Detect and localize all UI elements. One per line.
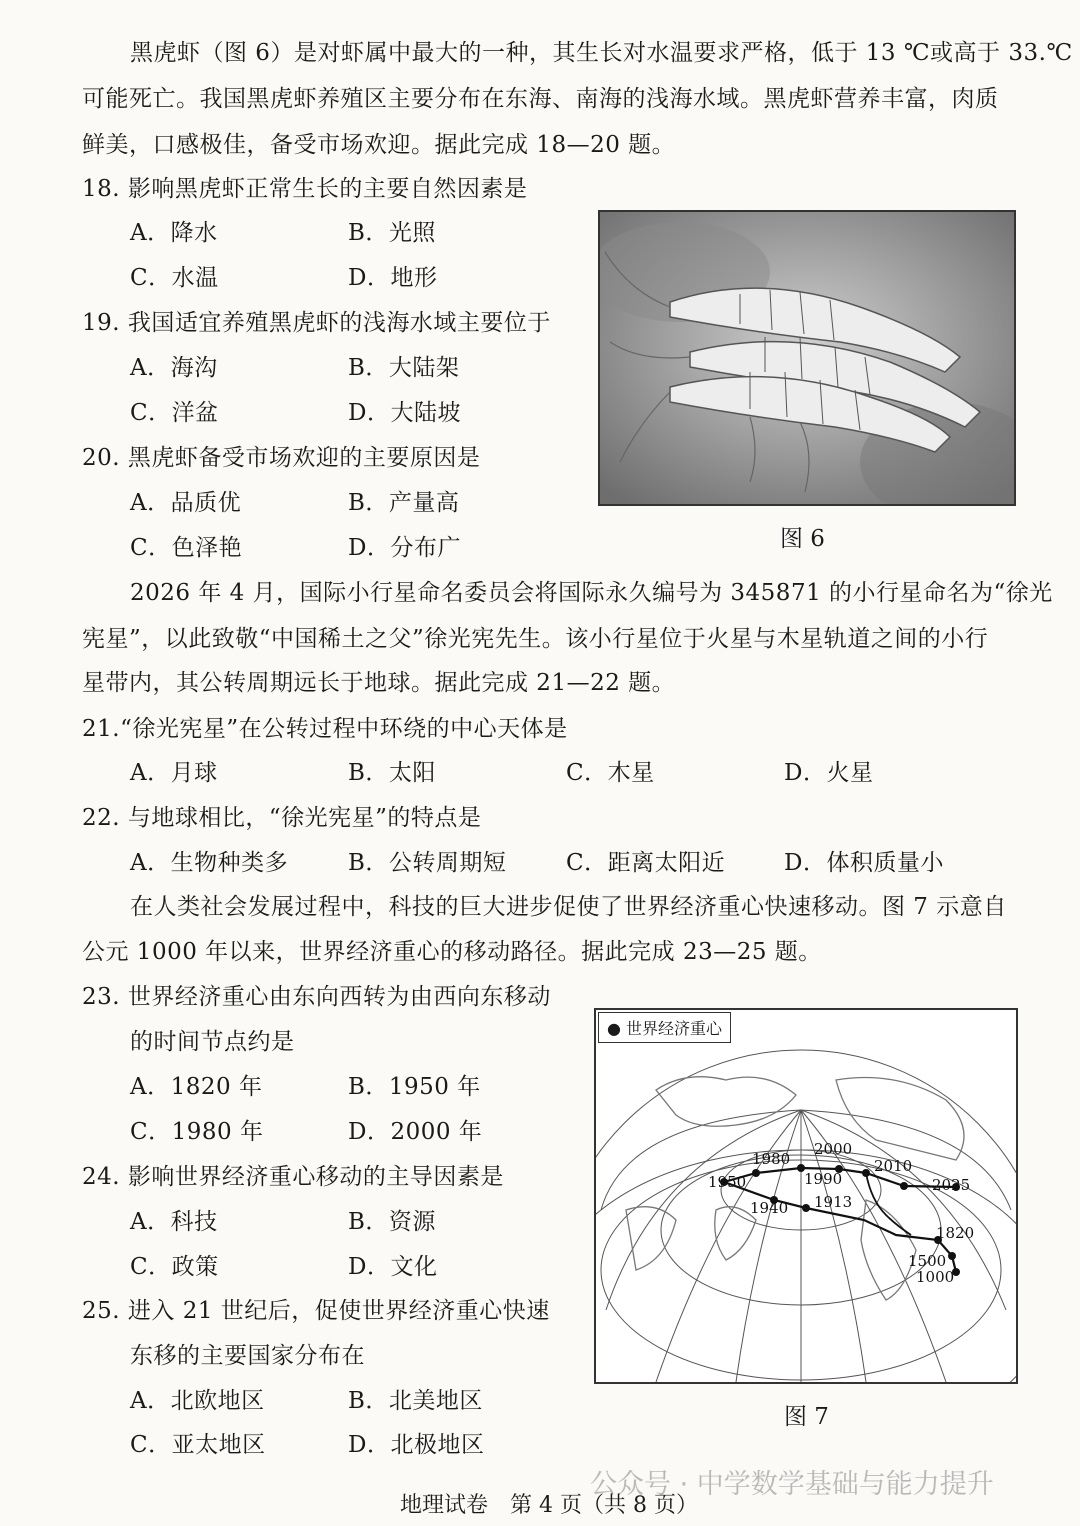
intro-line: 2026 年 4 月，国际小行星命名委员会将国际永久编号为 345871 的小行星命名为“徐光 bbox=[130, 580, 1053, 606]
map-legend: ● 世界经济重心 bbox=[598, 1012, 731, 1043]
year-label: 1940 bbox=[750, 1199, 789, 1217]
question-stem: 20. 黑虎虾备受市场欢迎的主要原因是 bbox=[82, 445, 481, 471]
watermark: 公众号 · 中学数学基础与能力提升 bbox=[590, 1469, 994, 1500]
option: A．月球 bbox=[130, 760, 218, 786]
fig6-caption: 图 6 bbox=[780, 526, 825, 552]
option: C．木星 bbox=[566, 760, 655, 786]
option: B．1950 年 bbox=[348, 1074, 481, 1100]
option: D．地形 bbox=[348, 265, 438, 291]
shrimp-photo bbox=[598, 210, 1016, 506]
economic-center-map bbox=[594, 1008, 1018, 1384]
legend-label: 世界经济重心 bbox=[626, 1019, 723, 1038]
shrimp-illustration bbox=[600, 212, 1014, 504]
question-stem: 19. 我国适宜养殖黑虎虾的浅海水域主要位于 bbox=[82, 310, 551, 336]
option: A．科技 bbox=[130, 1209, 218, 1235]
option: C．距离太阳近 bbox=[566, 850, 726, 876]
option: B．光照 bbox=[348, 220, 436, 246]
option: C．亚太地区 bbox=[130, 1432, 266, 1458]
option: C．洋盆 bbox=[130, 400, 219, 426]
question-stem: 21.“徐光宪星”在公转过程中环绕的中心天体是 bbox=[82, 716, 568, 742]
option: A．生物种类多 bbox=[130, 850, 289, 876]
option: A．降水 bbox=[130, 220, 218, 246]
year-label: 1820 bbox=[936, 1224, 975, 1242]
option: B．产量高 bbox=[348, 490, 460, 516]
option: D．北极地区 bbox=[348, 1432, 485, 1458]
question-stem: 24. 影响世界经济重心移动的主导因素是 bbox=[82, 1164, 504, 1190]
option: D．火星 bbox=[784, 760, 874, 786]
intro-line: 黑虎虾（图 6）是对虾属中最大的一种，其生长对水温要求严格，低于 13 ℃或高于 33.℃ bbox=[130, 40, 1073, 66]
option: A．1820 年 bbox=[130, 1074, 263, 1100]
year-label: 2000 bbox=[814, 1140, 853, 1158]
year-label: 2025 bbox=[932, 1176, 971, 1194]
question-stem: 东移的主要国家分布在 bbox=[130, 1343, 365, 1369]
option: D．文化 bbox=[348, 1254, 438, 1280]
option: C．政策 bbox=[130, 1254, 219, 1280]
option: C．色泽艳 bbox=[130, 535, 243, 561]
year-label: 1913 bbox=[814, 1193, 853, 1211]
option: D．体积质量小 bbox=[784, 850, 944, 876]
year-label: 1500 bbox=[908, 1252, 947, 1270]
question-stem: 25. 进入 21 世纪后，促使世界经济重心快速 bbox=[82, 1298, 550, 1324]
intro-line: 宪星”，以此致敬“中国稀土之父”徐光宪先生。该小行星位于火星与木星轨道之间的小行 bbox=[82, 626, 989, 652]
year-label: 1980 bbox=[752, 1150, 791, 1168]
year-label: 1000 bbox=[916, 1268, 955, 1286]
intro-line: 鲜美，口感极佳，备受市场欢迎。据此完成 18—20 题。 bbox=[82, 132, 676, 158]
intro-line: 星带内，其公转周期远长于地球。据此完成 21—22 题。 bbox=[82, 670, 676, 696]
option: B．北美地区 bbox=[348, 1388, 483, 1414]
question-stem: 22. 与地球相比，“徐光宪星”的特点是 bbox=[82, 805, 482, 831]
question-stem: 23. 世界经济重心由东向西转为由西向东移动 bbox=[82, 984, 551, 1010]
intro-line: 在人类社会发展过程中，科技的巨大进步促使了世界经济重心快速移动。图 7 示意自 bbox=[130, 894, 1007, 920]
option: B．资源 bbox=[348, 1209, 436, 1235]
option: B．公转周期短 bbox=[348, 850, 507, 876]
option: B．太阳 bbox=[348, 760, 436, 786]
option: D．大陆坡 bbox=[348, 400, 461, 426]
question-stem: 的时间节点约是 bbox=[130, 1029, 295, 1055]
page-footer: 地理试卷 第 4 页（共 8 页） bbox=[400, 1493, 698, 1518]
globe-illustration bbox=[596, 1010, 1016, 1382]
option: D．分布广 bbox=[348, 535, 461, 561]
option: A．品质优 bbox=[130, 490, 242, 516]
question-stem: 18. 影响黑虎虾正常生长的主要自然因素是 bbox=[82, 176, 528, 202]
year-label: 1990 bbox=[804, 1170, 843, 1188]
option: A．海沟 bbox=[130, 355, 218, 381]
intro-line: 公元 1000 年以来，世界经济重心的移动路径。据此完成 23—25 题。 bbox=[82, 939, 822, 965]
fig7-caption: 图 7 bbox=[784, 1404, 829, 1430]
option: C．1980 年 bbox=[130, 1119, 264, 1145]
intro-line: 可能死亡。我国黑虎虾养殖区主要分布在东海、南海的浅海水域。黑虎虾营养丰富，肉质 bbox=[82, 86, 999, 112]
option: A．北欧地区 bbox=[130, 1388, 265, 1414]
year-label: 2010 bbox=[874, 1157, 913, 1175]
year-label: 1950 bbox=[708, 1173, 747, 1191]
option: B．大陆架 bbox=[348, 355, 460, 381]
option: D．2000 年 bbox=[348, 1119, 483, 1145]
option: C．水温 bbox=[130, 265, 219, 291]
